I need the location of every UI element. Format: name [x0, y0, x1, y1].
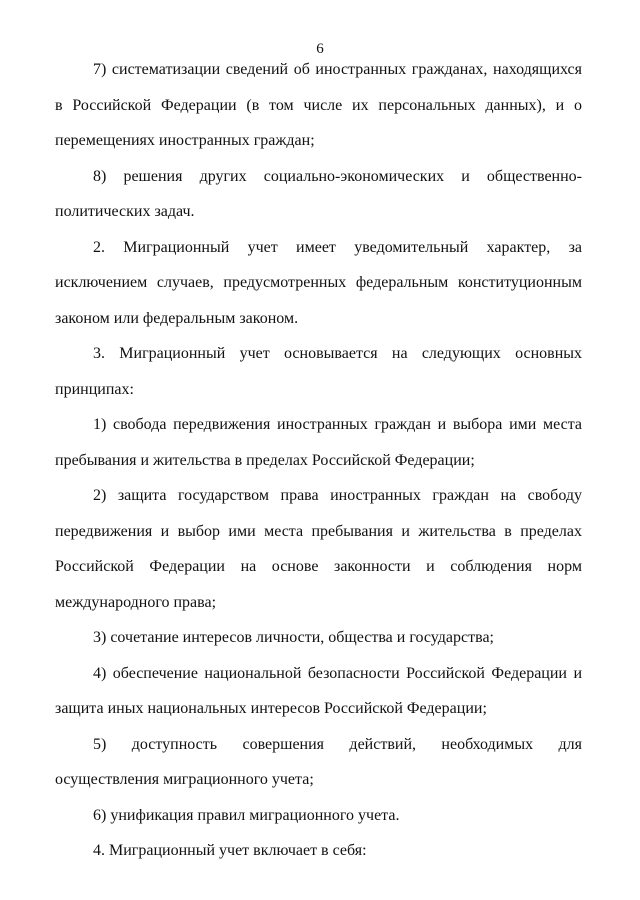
- paragraph-principle-3: 3) сочетание интересов личности, общества и государства;: [93, 629, 494, 646]
- paragraph-principle-2: 2) защита государством права иностранных граждан на свободу передвижения и выбор ими места пребывания и жительства в пределах Российской Федерации на основе законности и соблюдения норм международного права;: [55, 487, 582, 611]
- paragraph-section-4: 4. Миграционный учет включает в себя:: [93, 842, 367, 859]
- paragraph-section-3: 3. Миграционный учет основывается на следующих основных принципах:: [55, 345, 582, 398]
- paragraph-principle-1: 1) свобода передвижения иностранных граждан и выбора ими места пребывания и жительства в пределах Российской Федерации;: [55, 416, 582, 469]
- paragraph-principle-4: 4) обеспечение национальной безопасности Российской Федерации и защита иных национальных интересов Российской Федерации;: [55, 664, 582, 717]
- document-body: [55, 52, 582, 869]
- page-number: 6: [316, 41, 324, 57]
- paragraph-item-8: 8) решения других социально-экономических и общественно-политических задач.: [55, 167, 582, 220]
- paragraph-section-2: 2. Миграционный учет имеет уведомительный характер, за исключением случаев, предусмотренных федеральным конституционным законом или федеральным законом.: [55, 238, 582, 327]
- paragraph-item-7: 7) систематизации сведений об иностранных гражданах, находящихся в Российской Федерации (в том числе их персональных данных), и о перемещениях иностранных граждан;: [55, 61, 582, 149]
- paragraph-principle-6: 6) унификация правил миграционного учета.: [93, 806, 400, 824]
- paragraph-principle-5: 5) доступность совершения действий, необходимых для осуществления миграционного учета;: [55, 735, 582, 788]
